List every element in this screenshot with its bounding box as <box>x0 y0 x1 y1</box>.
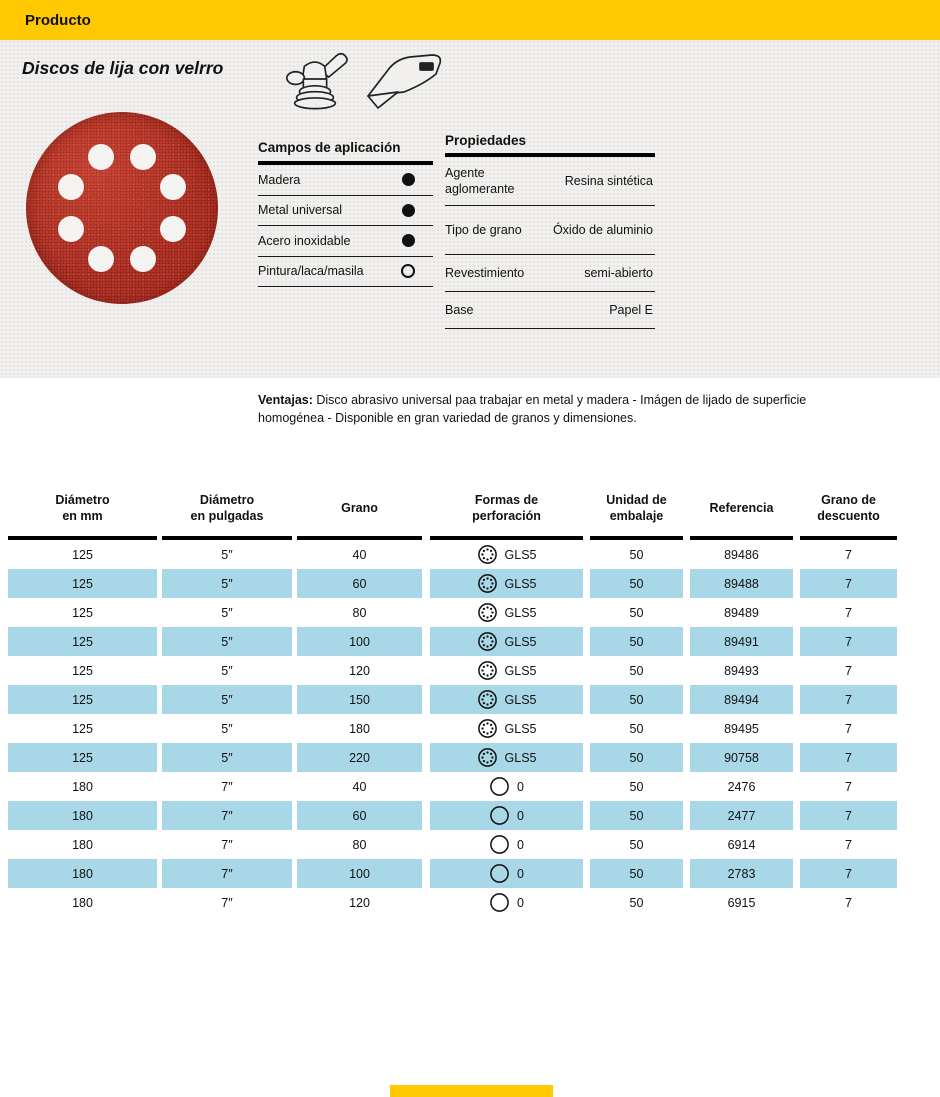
perforation-label: 0 <box>517 895 524 910</box>
table-cell <box>430 656 583 685</box>
column-header <box>430 484 583 540</box>
table-cell: 6914 <box>727 837 756 852</box>
column-header-line: Referencia <box>709 500 774 515</box>
table-cell: 180 <box>8 859 157 888</box>
gls5-perforation-icon <box>477 747 498 768</box>
table-cell: 7 <box>845 663 852 678</box>
gls5-perforation-icon <box>477 631 498 652</box>
gls5-perforation-icon <box>477 689 498 710</box>
table-header-row <box>8 484 940 540</box>
table-cell: 89491 <box>690 627 793 656</box>
gls5-perforation-icon <box>477 602 498 623</box>
property-value: Resina sintética <box>564 174 653 188</box>
application-field-row <box>258 226 433 257</box>
table-cell: 50 <box>590 685 683 714</box>
table-cell: 89493 <box>724 663 759 678</box>
perforation-label: GLS5 <box>504 721 537 736</box>
gls5-perforation-icon <box>477 544 498 565</box>
table-cell: 89495 <box>724 721 759 736</box>
application-fields-rows <box>258 165 433 287</box>
disc-hole <box>160 174 186 200</box>
gls5-perforation-icon <box>477 660 498 681</box>
table-cell: 5″ <box>162 685 292 714</box>
table-cell: 40 <box>352 779 367 794</box>
table-row <box>8 714 940 743</box>
column-header <box>297 484 422 540</box>
properties-title: Propiedades <box>445 133 655 157</box>
application-field-label: Metal universal <box>258 203 343 218</box>
property-label: Agente aglomerante <box>445 166 515 196</box>
property-value: semi-abierto <box>584 266 653 280</box>
table-cell: 5″ <box>162 627 292 656</box>
table-cell <box>430 743 583 772</box>
perforation-label: GLS5 <box>504 634 537 649</box>
header-bar <box>0 0 940 40</box>
gls5-perforation-icon <box>477 573 498 594</box>
property-row <box>445 206 655 255</box>
table-row <box>8 743 940 772</box>
disc-hole <box>58 174 84 200</box>
round-hole-icon <box>489 892 510 913</box>
table-cell: 89489 <box>724 605 759 620</box>
table-cell: 50 <box>629 547 644 562</box>
round-hole-icon <box>489 776 510 797</box>
table-cell: 5″ <box>162 743 292 772</box>
table-cell: 5″ <box>221 721 233 736</box>
filled-circle-icon <box>402 173 415 186</box>
perforation-label: 0 <box>517 779 524 794</box>
table-cell: 60 <box>297 801 422 830</box>
round-hole-icon <box>489 863 510 884</box>
table-cell: 2477 <box>690 801 793 830</box>
table-cell: 7 <box>845 837 852 852</box>
disc-hole <box>88 144 114 170</box>
perforation-label: GLS5 <box>504 663 537 678</box>
table-cell: 5″ <box>162 569 292 598</box>
column-header <box>8 484 157 540</box>
advantages-label: Ventajas: <box>258 393 313 407</box>
table-cell: 80 <box>352 605 367 620</box>
table-row <box>8 830 940 859</box>
column-header <box>590 484 683 540</box>
table-cell: 150 <box>297 685 422 714</box>
open-circle-icon <box>401 264 415 278</box>
product-variants-table <box>0 484 940 917</box>
table-cell: 80 <box>352 837 367 852</box>
column-header-line: embalaje <box>609 508 664 523</box>
table-cell: 125 <box>72 547 93 562</box>
application-field-label: Pintura/laca/masila <box>258 264 364 279</box>
column-header-line: en mm <box>62 508 103 523</box>
application-field-row <box>258 196 433 227</box>
table-cell: 50 <box>590 627 683 656</box>
table-cell: 100 <box>297 627 422 656</box>
table-cell: 7 <box>800 569 897 598</box>
table-cell: 120 <box>349 663 370 678</box>
perforation-label: 0 <box>517 837 524 852</box>
page-title: Producto <box>25 11 91 29</box>
table-cell: 180 <box>8 801 157 830</box>
property-row <box>445 292 655 329</box>
advantages-text <box>258 392 836 427</box>
table-cell: 50 <box>629 605 644 620</box>
table-cell <box>430 888 583 917</box>
table-cell: 7 <box>800 743 897 772</box>
table-cell: 50 <box>590 859 683 888</box>
table-row <box>8 888 940 917</box>
table-cell: 7″ <box>221 837 233 852</box>
property-row <box>445 157 655 206</box>
table-cell: 50 <box>629 837 644 852</box>
table-cell: 180 <box>72 779 93 794</box>
product-panel <box>0 40 940 378</box>
column-header-line: Diámetro <box>199 492 255 507</box>
table-row <box>8 859 940 888</box>
table-cell: 7 <box>800 859 897 888</box>
column-header <box>800 484 897 540</box>
table-cell: 7 <box>800 627 897 656</box>
application-field-row <box>258 257 433 288</box>
table-cell <box>430 598 583 627</box>
table-cell <box>430 685 583 714</box>
table-cell: 7″ <box>162 801 292 830</box>
application-field-label: Acero inoxidable <box>258 233 351 248</box>
table-cell: 125 <box>8 569 157 598</box>
table-cell: 7 <box>845 721 852 736</box>
table-body <box>0 540 940 917</box>
detail-sander-icon <box>362 52 446 115</box>
table-cell <box>430 801 583 830</box>
table-cell: 7″ <box>162 859 292 888</box>
column-header-line: en pulgadas <box>190 508 264 523</box>
column-header-line: Unidad de <box>606 492 667 507</box>
application-fields-title: Campos de aplicación <box>258 140 433 165</box>
footer-bar <box>390 1085 553 1097</box>
properties-rows <box>445 157 655 329</box>
table-cell: 125 <box>72 605 93 620</box>
table-row <box>8 598 940 627</box>
table-cell: 7 <box>800 801 897 830</box>
table-cell: 7 <box>845 605 852 620</box>
table-cell: 50 <box>629 663 644 678</box>
property-label: Revestimiento <box>445 266 525 280</box>
table-cell: 50 <box>629 721 644 736</box>
application-field-label: Madera <box>258 172 301 187</box>
column-header-line: perforación <box>472 508 541 523</box>
table-cell: 120 <box>349 895 370 910</box>
table-cell: 7 <box>845 895 852 910</box>
table-cell: 5″ <box>221 605 233 620</box>
perforation-label: GLS5 <box>504 547 537 562</box>
table-cell: 50 <box>629 779 644 794</box>
table-cell <box>430 714 583 743</box>
perforation-label: 0 <box>517 808 524 823</box>
table-cell: 89486 <box>724 547 759 562</box>
table-cell: 50 <box>590 569 683 598</box>
disc-hole <box>58 216 84 242</box>
table-cell <box>430 627 583 656</box>
column-header-line: Formas de <box>474 492 539 507</box>
column-header-line: descuento <box>817 508 880 523</box>
table-row <box>8 540 940 569</box>
property-value: Papel E <box>609 303 653 317</box>
filled-circle-icon <box>402 234 415 247</box>
orbital-sander-icon <box>282 48 348 117</box>
column-header-line: Grano de <box>821 492 876 507</box>
table-cell: 7″ <box>221 779 233 794</box>
application-fields-table <box>258 140 433 287</box>
product-title: Discos de lija con velrro <box>22 58 224 78</box>
table-cell: 40 <box>352 547 367 562</box>
property-label: Base <box>445 303 474 317</box>
perforation-label: GLS5 <box>504 750 537 765</box>
column-header <box>162 484 292 540</box>
sanding-disc-image <box>26 112 218 304</box>
table-row <box>8 685 940 714</box>
round-hole-icon <box>489 805 510 826</box>
table-cell: 5″ <box>221 547 233 562</box>
table-cell <box>430 540 583 569</box>
perforation-label: 0 <box>517 866 524 881</box>
table-cell: 2783 <box>690 859 793 888</box>
table-cell: 7 <box>845 779 852 794</box>
advantages-body: Disco abrasivo universal paa trabajar en metal y madera - Imágen de lijado de superficie homogénea - Disponible en gran variedad de granos y dimensiones. <box>258 393 807 425</box>
perforation-label: GLS5 <box>504 692 537 707</box>
table-cell: 7 <box>845 547 852 562</box>
table-cell: 50 <box>590 801 683 830</box>
table-row <box>8 627 940 656</box>
table-cell: 89488 <box>690 569 793 598</box>
table-cell <box>430 772 583 801</box>
table-row <box>8 801 940 830</box>
application-field-row <box>258 165 433 196</box>
table-cell: 220 <box>297 743 422 772</box>
table-cell: 90758 <box>690 743 793 772</box>
round-hole-icon <box>489 834 510 855</box>
table-cell: 7″ <box>221 895 233 910</box>
perforation-label: GLS5 <box>504 576 537 591</box>
table-row <box>8 656 940 685</box>
table-cell: 50 <box>629 895 644 910</box>
table-cell: 180 <box>72 895 93 910</box>
property-value: Óxido de aluminio <box>552 223 653 237</box>
perforation-label: GLS5 <box>504 605 537 620</box>
property-label: Tipo de grano <box>445 223 522 237</box>
table-cell: 180 <box>72 837 93 852</box>
table-cell: 125 <box>72 663 93 678</box>
disc-hole <box>130 144 156 170</box>
table-cell <box>430 569 583 598</box>
table-cell: 50 <box>590 743 683 772</box>
table-cell: 89494 <box>690 685 793 714</box>
disc-hole <box>160 216 186 242</box>
table-row <box>8 772 940 801</box>
table-cell: 5″ <box>221 663 233 678</box>
table-cell: 125 <box>8 743 157 772</box>
table-cell: 6915 <box>727 895 756 910</box>
table-cell: 125 <box>8 627 157 656</box>
table-cell: 125 <box>8 685 157 714</box>
table-cell <box>430 830 583 859</box>
table-cell: 60 <box>297 569 422 598</box>
gls5-perforation-icon <box>477 718 498 739</box>
table-cell: 100 <box>297 859 422 888</box>
column-header-line: Diámetro <box>55 492 110 507</box>
disc-hole <box>130 246 156 272</box>
property-row <box>445 255 655 292</box>
table-cell: 125 <box>72 721 93 736</box>
table-cell: 180 <box>349 721 370 736</box>
table-row <box>8 569 940 598</box>
table-cell: 7 <box>800 685 897 714</box>
column-header <box>690 484 793 540</box>
disc-hole <box>88 246 114 272</box>
properties-table <box>445 133 655 329</box>
table-cell: 2476 <box>727 779 756 794</box>
table-cell <box>430 859 583 888</box>
column-header-line: Grano <box>341 500 378 515</box>
filled-circle-icon <box>402 204 415 217</box>
